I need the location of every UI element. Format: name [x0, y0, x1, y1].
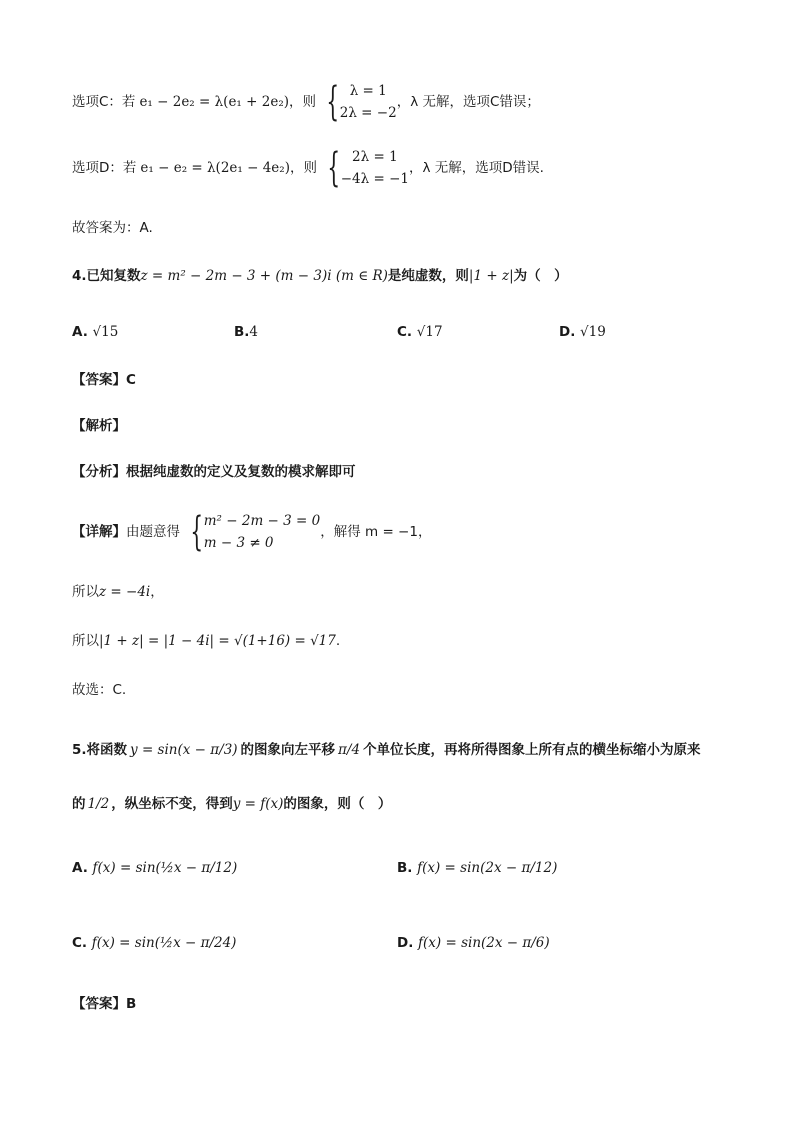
q5-choice-b[interactable]: [397, 858, 557, 878]
choice-value: f(x) = sin(½x − π/12): [92, 860, 238, 876]
q5-function: y = sin(x − π/3): [130, 742, 238, 758]
q5-stem2-mid: ，纵坐标不变，得到: [111, 796, 233, 812]
q4-choice-b[interactable]: [234, 322, 258, 342]
detail-eq1: m² − 2m − 3 = 0: [203, 513, 321, 529]
option-c-then: ，则: [289, 94, 316, 110]
choice-value: 4: [249, 324, 259, 340]
q4-analysis-heading: 【解析】: [72, 418, 126, 434]
q4-choice-d[interactable]: [559, 322, 606, 342]
fenxi-text: 根据纯虚数的定义及复数的模求解即可: [126, 464, 356, 480]
answer-label: 【答案】: [72, 996, 126, 1012]
question-5-stem: [72, 740, 701, 760]
answer-value: B: [126, 996, 137, 1012]
q5-mid: 的图象向左平移: [240, 742, 336, 758]
q4-answer: [72, 370, 136, 390]
choice-label: B.: [397, 860, 413, 876]
q4-suffix: 为（ ）: [513, 268, 568, 284]
q4-fenxi: [72, 462, 356, 482]
q5-shift: π/4: [338, 742, 361, 758]
choice-value: f(x) = sin(½x − π/24): [91, 935, 237, 951]
choice-label: D.: [397, 935, 414, 951]
q5-answer: [72, 994, 136, 1014]
option-c-system: [340, 80, 397, 124]
q5-choice-d[interactable]: [397, 933, 550, 953]
detail-text: 由题意得: [126, 524, 180, 540]
line1-tail: ，: [150, 584, 164, 600]
choice-label: C.: [72, 935, 88, 951]
option-d-tail: ，λ 无解，选项D错误.: [408, 160, 544, 176]
choice-value: √19: [580, 324, 606, 340]
option-c-line: [72, 80, 540, 124]
option-c-prefix: 选项C：若: [72, 94, 136, 110]
q4-line1: [72, 582, 164, 602]
option-c-tail: ，λ 无解，选项C错误；: [396, 94, 540, 110]
option-d-expression: e₁ − e₂ = λ(2e₁ − 4e₂): [140, 160, 290, 176]
option-d-prefix: 选项D：若: [72, 160, 137, 176]
left-brace: {: [190, 509, 204, 555]
detail-label: 【详解】: [72, 524, 126, 540]
q4-prefix: 4.已知复数: [72, 268, 141, 284]
choice-label: B.: [234, 324, 250, 340]
q5-stem2-suffix: 的图象，则（ ）: [283, 796, 392, 812]
line2-prefix: 所以: [72, 633, 99, 649]
choice-value: f(x) = sin(2x − π/12): [417, 860, 558, 876]
option-c-expression: e₁ − 2e₂ = λ(e₁ + 2e₂): [139, 94, 289, 110]
answer-value: C: [126, 372, 136, 388]
left-brace: {: [326, 79, 340, 125]
choice-label: D.: [559, 324, 576, 340]
detail-system: [204, 510, 320, 554]
line1-prefix: 所以: [72, 584, 99, 600]
q4-abs-expression: |1 + z|: [468, 268, 514, 284]
option-d-line: [72, 146, 544, 190]
choice-label: A.: [72, 324, 88, 340]
q5-choice-a[interactable]: [72, 858, 237, 878]
q4-choice-a[interactable]: [72, 322, 118, 342]
choice-label: C.: [397, 324, 413, 340]
choice-value: √15: [92, 324, 119, 340]
fenxi-label: 【分析】: [72, 464, 126, 480]
option-d-system: [341, 146, 409, 190]
option-d-eq1: 2λ = 1: [352, 149, 398, 165]
q4-line2: [72, 631, 340, 651]
choice-value: f(x) = sin(2x − π/6): [418, 935, 550, 951]
choice-label: A.: [72, 860, 88, 876]
choice-value: √17: [416, 324, 443, 340]
q4-choice-c[interactable]: [397, 322, 443, 342]
answer-label: 【答案】: [72, 372, 126, 388]
question-4-stem: [72, 266, 568, 286]
q5-fraction: 1/2: [87, 796, 110, 812]
line1-math: z = −4i: [99, 584, 151, 600]
question-5-stem-2: [72, 794, 391, 814]
detail-tail: ，解得 m = −1，: [320, 524, 432, 540]
option-d-eq2: −4λ = −1: [340, 171, 409, 187]
previous-answer: 故答案为：A.: [72, 220, 153, 236]
q4-complex-expression: z = m² − 2m − 3 + (m − 3)i (m ∈ R): [140, 268, 388, 284]
q5-prefix: 5.将函数: [72, 742, 128, 758]
option-c-eq1: λ = 1: [349, 83, 387, 99]
detail-eq2: m − 3 ≠ 0: [203, 535, 274, 551]
q5-rest: 个单位长度，再将所得图象上所有点的横坐标缩小为原来: [363, 742, 701, 758]
q4-detail: [72, 510, 431, 554]
option-d-then: ，则: [289, 160, 317, 176]
line2-tail: .: [335, 633, 341, 649]
q4-pick: 故选：C.: [72, 682, 127, 698]
q5-target-function: y = f(x): [232, 796, 284, 812]
left-brace: {: [327, 145, 341, 191]
line2-math: |1 + z| = |1 − 4i| = √(1+16) = √17: [99, 633, 336, 649]
q5-stem2-prefix: 的: [72, 796, 86, 812]
option-c-eq2: 2λ = −2: [339, 105, 397, 121]
q4-mid: 是纯虚数，则: [387, 268, 469, 284]
q5-choice-c[interactable]: [72, 933, 236, 953]
